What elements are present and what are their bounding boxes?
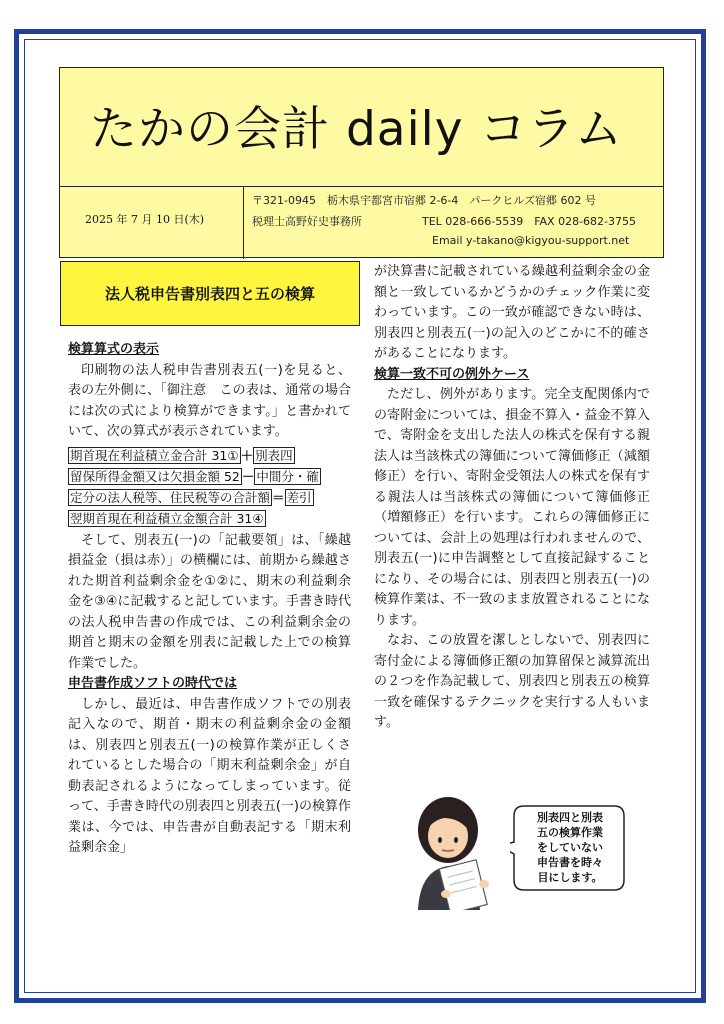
topic-title: 法人税申告書別表四と五の検算 (104, 285, 315, 303)
office-email: Email y-takano@kigyou-support.net (432, 234, 630, 247)
header-vertical-divider (243, 186, 244, 259)
formula-term: 差引 (286, 489, 312, 505)
speech-line: をしていない (537, 841, 603, 854)
section-heading: 申告書作成ソフトの時代では (68, 676, 238, 691)
section-heading: 検算算式の表示 (68, 342, 160, 357)
office-address: 〒321-0945 栃木県宇都宮市宿郷 2-6-4 パークヒルズ宿郷 602 号 (252, 194, 597, 207)
speech-line: 目にします。 (537, 871, 603, 884)
header-box (59, 67, 664, 258)
formula-term: 別表四 (255, 447, 293, 463)
paragraph: ただし、例外があります。完全支配関係内での寄附金については、損金不算入・益金不算入で、寄附金を支出した法人の株式を保有する親法人は当該株式の簿価について簿価修正（減額修正）を行い、寄附金受領法人の株式を保有する親法人は当該株式の簿価について簿価修正（増額修正）を行います。これらの簿価修正については、会計上の処理は行われませんので、別表五(一)に申告調整として直接記録することになり、その場合には、別表四と別表五(一)の検算作業は、不一致のまま放置されることになります。 (374, 387, 650, 628)
formula-operator: ＋ (240, 447, 254, 463)
speech-line: 別表四と別表 (537, 811, 603, 824)
formula (68, 445, 351, 529)
paragraph: が決算書に記載されている繰越利益剰余金の金額と一致しているかどうかのチェック作業に変わっています。この一致が確認できない時は、別表四と別表五(一)の記入のどこかに不的確さがあることになります。 (374, 264, 650, 361)
office-name: 税理士高野好史事務所 (252, 215, 362, 228)
formula-term: 中間分・確 (256, 468, 319, 484)
formula-term: 留保所得金額又は欠損金額 52 (70, 468, 240, 484)
paragraph: そして、別表五(一)の「記載要領」は、「繰越損益金（損は赤）」の横欄には、前期から繰越された期首利益剰余金を①②に、期末の利益剰余金を③④に記載すると記しています。手書き時代の法人税申告書の作成では、この利益剰余金の期首と期末の金額を別表に記載した上での検算作業でした。 (68, 532, 351, 671)
speech-bubble-text (525, 810, 615, 885)
formula-term: 翌期首現在利益積立金額合計 31④ (70, 510, 264, 526)
paragraph: 印刷物の法人税申告書別表五(一)を見ると、表の左外側に、「御注意 この表は、通常の場合には次の式により検算ができます。」と書かれていて、次の算式が表示されています。 (68, 362, 351, 439)
left-column (68, 340, 351, 859)
header-divider (60, 186, 663, 187)
speech-line: 申告書を時々 (537, 856, 603, 869)
speech-line: 五の検算作業 (537, 826, 603, 839)
column-title: たかの会計 daily コラム (90, 102, 623, 157)
right-column (374, 262, 650, 734)
section-heading: 検算一致不可の例外ケース (374, 366, 530, 382)
office-phone-fax: TEL 028-666-5539 FAX 028-682-3755 (422, 215, 637, 228)
formula-term: 期首現在利益積立金合計 31① (70, 447, 239, 463)
formula-term: 定分の法人税等、住民税等の合計額 (70, 489, 271, 505)
formula-operator: － (241, 468, 255, 484)
paragraph: しかし、最近は、申告書作成ソフトでの別表記入なので、期首・期末の利益剰余金の金額は、別表四と別表五(一)の検算作業が正しくされているとした場合の「期末利益剰余金」が自動表記されるようになってしまっています。従って、手書き時代の別表四と別表五(一)の検算作業は、今では、申告書が自動表記する「期末利益剰余金」 (68, 696, 351, 855)
paragraph: なお、この放置を潔しとしないで、別表四に寄付金による簿価修正額の加算留保と減算流出の２つを作為記載して、別表四と別表五の検算一致を確保するテクニックを実行する人もいます。 (374, 633, 650, 730)
issue-date: 2025 年 7 月 10 日(木) (85, 213, 205, 226)
formula-operator: ＝ (272, 489, 285, 505)
topic-box (60, 261, 360, 326)
